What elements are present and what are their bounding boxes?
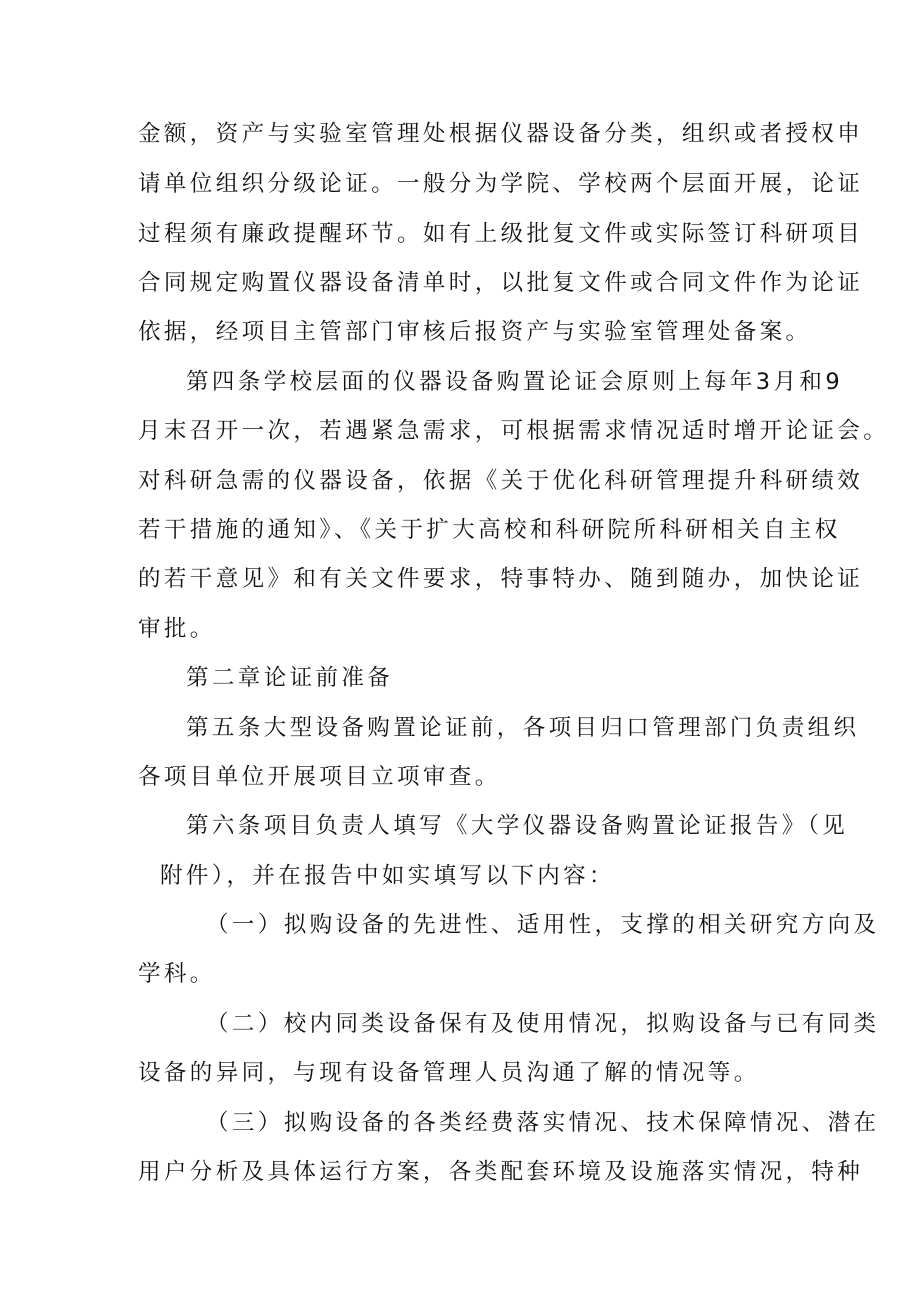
paragraph-line: 各项目单位开展项目立项审查。 xyxy=(138,764,501,790)
paragraph-line: 过程须有廉政提醒环节。如有上级批复文件或实际签订科研项目 xyxy=(138,221,864,247)
paragraph-line: 审批。 xyxy=(138,616,216,642)
paragraph-line: 金额，资产与实验室管理处根据仪器设备分类，组织或者授权申 xyxy=(138,121,864,147)
list-item-1: （一）拟购设备的先进性、适用性，支撑的相关研究方向及 xyxy=(206,912,880,938)
paragraph-line: 请单位组织分级论证。一般分为学院、学校两个层面开展，论证 xyxy=(138,171,864,197)
article-4-line: 第四条学校层面的仪器设备购置论证会原则上每年3月和9 xyxy=(186,369,844,395)
list-item-3: （三）拟购设备的各类经费落实情况、技术保障情况、潜在 xyxy=(206,1110,880,1136)
paragraph-line: 合同规定购置仪器设备清单时，以批复文件或合同文件作为论证 xyxy=(138,270,864,296)
paragraph-line: 的若干意见》和有关文件要求，特事特办、随到随办，加快论证 xyxy=(138,566,864,592)
paragraph-line: 附件），并在报告中如实填写以下内容： xyxy=(160,863,615,889)
paragraph-line: 依据，经项目主管部门审核后报资产与实验室管理处备案。 xyxy=(138,319,812,345)
article-6-line: 第六条项目负责人填写《大学仪器设备购置论证报告》（见 xyxy=(186,813,849,839)
paragraph-line: 若干措施的通知》、《关于扩大高校和科研院所科研相关自主权 xyxy=(138,517,841,543)
paragraph-line: 对科研急需的仪器设备，依据《关于优化科研管理提升科研绩效 xyxy=(138,468,864,494)
paragraph-line: 用户分析及具体运行方案，各类配套环境及设施落实情况，特种 xyxy=(138,1159,864,1185)
list-item-2: （二）校内同类设备保有及使用情况，拟购设备与已有同类 xyxy=(206,1011,880,1037)
paragraph-line: 学科。 xyxy=(138,961,216,987)
paragraph-line: 月末召开一次，若遇紧急需求，可根据需求情况适时增开论证会。 xyxy=(138,418,890,444)
article-5-line: 第五条大型设备购置论证前，各项目归口管理部门负责组织 xyxy=(186,715,860,741)
paragraph-line: 设备的异同，与现有设备管理人员沟通了解的情况等。 xyxy=(138,1060,760,1086)
chapter-heading: 第二章论证前准备 xyxy=(186,665,394,691)
